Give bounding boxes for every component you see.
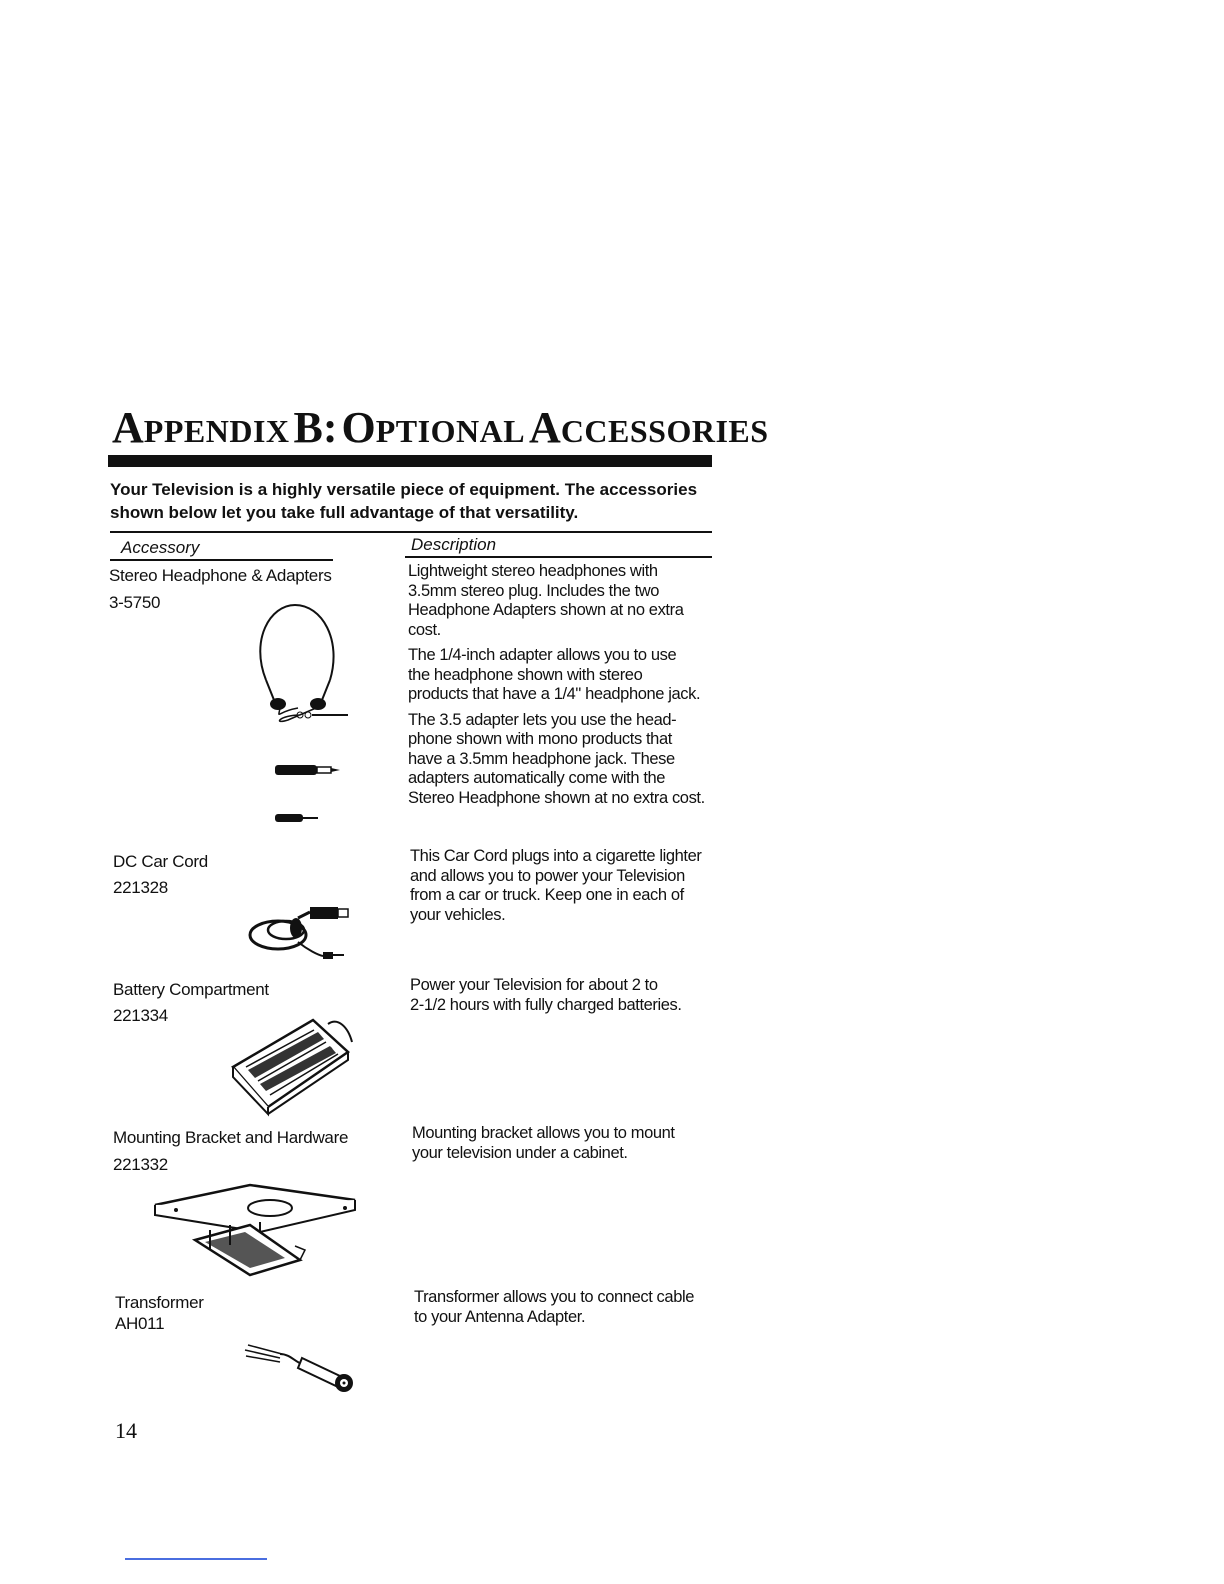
desc-line: your vehicles. bbox=[410, 905, 506, 924]
title-part: PTIONAL bbox=[375, 413, 526, 449]
accessory-name: Battery Compartment bbox=[113, 980, 269, 999]
table-top-rule bbox=[110, 531, 712, 533]
headphone-icon bbox=[250, 600, 360, 830]
accessory-description bbox=[408, 562, 728, 814]
desc-line: Headphone Adapters shown at no extra bbox=[408, 601, 684, 619]
desc-line: Power your Television for about 2 to bbox=[410, 976, 658, 994]
desc-line: This Car Cord plugs into a cigarette lighter bbox=[410, 847, 702, 865]
column-header-description: Description bbox=[411, 535, 497, 554]
title-part: O bbox=[341, 403, 376, 452]
car-cord-icon bbox=[238, 900, 358, 965]
column-header-rule bbox=[405, 556, 712, 558]
title-part: PPENDIX bbox=[143, 413, 290, 449]
title-rule bbox=[108, 455, 712, 467]
accessory-part-number: 221328 bbox=[113, 878, 168, 897]
accessory-part-number: 3-5750 bbox=[109, 593, 161, 612]
desc-line: products that have a 1/4" headphone jack. bbox=[408, 685, 701, 703]
title-part: B: bbox=[293, 403, 338, 452]
desc-line: The 1/4-inch adapter allows you to use bbox=[408, 646, 677, 664]
desc-line: 3.5mm stereo plug. Includes the two bbox=[408, 581, 660, 600]
accessory-name: Mounting Bracket and Hardware bbox=[113, 1128, 349, 1147]
desc-line: Lightweight stereo headphones with bbox=[408, 562, 658, 580]
accessory-name: Stereo Headphone & Adapters bbox=[109, 566, 332, 585]
footer-rule bbox=[125, 1558, 267, 1560]
column-header-accessory: Accessory bbox=[121, 538, 200, 557]
desc-line: the headphone shown with stereo bbox=[408, 665, 643, 684]
intro-paragraph bbox=[110, 478, 720, 524]
battery-compartment-icon bbox=[228, 1012, 358, 1117]
desc-line: adapters automatically come with the bbox=[408, 769, 666, 787]
desc-line: 2-1/2 hours with fully charged batteries. bbox=[410, 995, 682, 1014]
accessory-part-number: 221332 bbox=[113, 1155, 168, 1174]
accessory-description bbox=[410, 847, 730, 931]
accessory-description bbox=[414, 1288, 734, 1333]
desc-line: The 3.5 adapter lets you use the head- bbox=[408, 710, 677, 729]
accessory-name: DC Car Cord bbox=[113, 852, 208, 871]
desc-line: Transformer allows you to connect cable bbox=[414, 1288, 695, 1306]
desc-line: have a 3.5mm headphone jack. These bbox=[408, 749, 675, 768]
desc-line: to your Antenna Adapter. bbox=[414, 1307, 586, 1326]
title-part: A bbox=[112, 403, 144, 452]
mounting-bracket-icon bbox=[150, 1180, 360, 1280]
desc-line: and allows you to power your Television bbox=[410, 866, 685, 885]
transformer-icon bbox=[240, 1340, 360, 1400]
desc-line: cost. bbox=[408, 620, 441, 639]
column-header-rule bbox=[110, 559, 333, 561]
page-title bbox=[112, 402, 769, 458]
desc-line: phone shown with mono products that bbox=[408, 730, 672, 748]
intro-line: shown below let you take full advantage of that versatility. bbox=[110, 503, 579, 522]
accessory-part-number: 221334 bbox=[113, 1006, 168, 1025]
desc-line: Mounting bracket allows you to mount bbox=[412, 1124, 675, 1142]
accessory-description bbox=[412, 1124, 732, 1169]
accessory-name: Transformer bbox=[115, 1293, 204, 1312]
accessory-description bbox=[410, 976, 730, 1021]
title-part: A bbox=[529, 403, 561, 452]
intro-line: Your Television is a highly versatile piece of equipment. The accessories bbox=[110, 480, 698, 499]
desc-line: Stereo Headphone shown at no extra cost. bbox=[408, 788, 705, 807]
title-part: CCESSORIES bbox=[560, 413, 769, 449]
page-number: 14 bbox=[115, 1418, 137, 1443]
desc-line: your television under a cabinet. bbox=[412, 1143, 628, 1162]
accessory-part-number: AH011 bbox=[115, 1314, 165, 1333]
desc-line: from a car or truck. Keep one in each of bbox=[410, 886, 684, 904]
